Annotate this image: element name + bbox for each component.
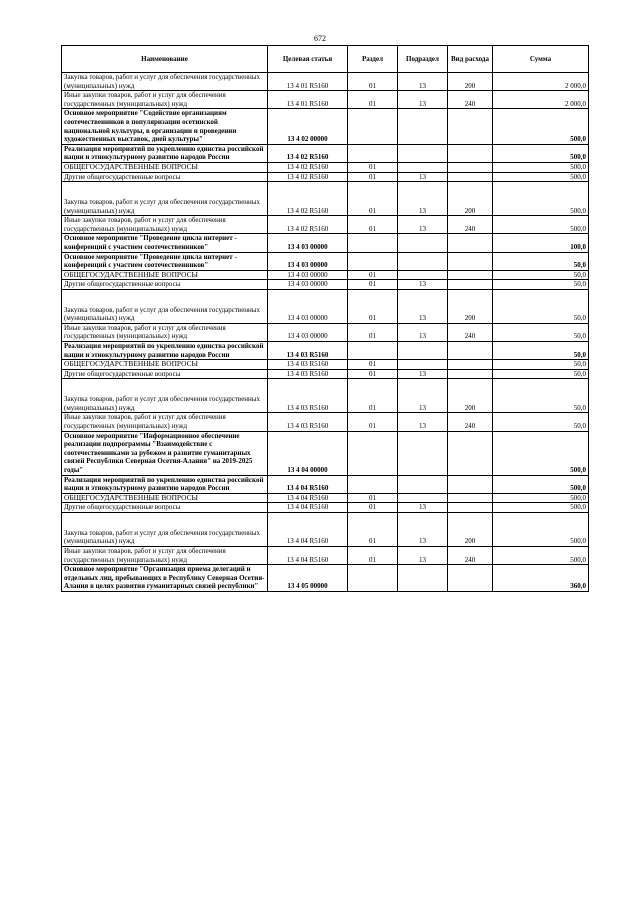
cell-vid: 200 [448,379,493,413]
cell-sum: 50,0 [493,413,589,431]
table-row [62,493,589,503]
cell-code: 13 4 03 R5160 [268,369,348,379]
cell-name: Основное мероприятие "Информационное обеспечение реализации подпрограммы "Взаимодействие с соотечественниками за рубежом и развитие гуманитарных связей Республики Северная Осетия-Алания" на 2019-2025 годы" [62,431,268,475]
cell-razdel: 01 [348,73,398,91]
cell-name: Реализация мероприятий по укреплению единства российской нации и этнокультурному развитию народов России [62,475,268,493]
cell-podrazdel: 13 [398,546,448,564]
table-row [62,431,589,475]
cell-vid: 200 [448,73,493,91]
cell-name: Другие общегосударственные вопросы [62,280,268,290]
table-row [62,182,589,216]
cell-razdel [348,144,398,162]
cell-vid [448,270,493,280]
cell-podrazdel: 13 [398,503,448,513]
cell-vid [448,144,493,162]
cell-vid [448,431,493,475]
cell-razdel: 01 [348,182,398,216]
cell-sum: 50,0 [493,280,589,290]
cell-razdel [348,109,398,144]
cell-vid: 200 [448,289,493,323]
cell-name: Основное мероприятие "Организация приема делегаций и отдельных лиц, пребывающих в Республику Северная Осетия-Алания в целях развития гуманитарных связей республики" [62,565,268,592]
cell-name: Основное мероприятие "Проведение цикла интернет - конференций с участием соотечественников" [62,234,268,252]
cell-sum: 100,0 [493,234,589,252]
cell-code: 13 4 03 R5160 [268,379,348,413]
cell-code: 13 4 04 R5160 [268,493,348,503]
cell-sum: 2 000,0 [493,91,589,109]
header-razdel: Раздел [348,46,398,73]
cell-name: ОБЩЕГОСУДАРСТВЕННЫЕ ВОПРОСЫ [62,360,268,370]
cell-podrazdel: 13 [398,369,448,379]
cell-vid [448,172,493,182]
cell-razdel: 01 [348,270,398,280]
cell-code: 13 4 03 00000 [268,270,348,280]
cell-name: Другие общегосударственные вопросы [62,503,268,513]
table-row [62,565,589,592]
cell-vid [448,234,493,252]
cell-name: Другие общегосударственные вопросы [62,172,268,182]
cell-podrazdel [398,252,448,270]
page-number: 672 [314,34,326,43]
cell-name: Закупка товаров, работ и услуг для обеспечения государственных (муниципальных) нужд [62,182,268,216]
cell-name: Реализация мероприятий по укреплению единства российской нации и этнокультурному развитию народов России [62,342,268,360]
table-row [62,369,589,379]
cell-code: 13 4 02 00000 [268,109,348,144]
cell-razdel: 01 [348,493,398,503]
cell-podrazdel: 13 [398,216,448,234]
cell-razdel: 01 [348,91,398,109]
cell-name: Основное мероприятие "Содействие организациям соотечественников в популяризации осетинской национальной культуры, в организации и проведении художественных выставок, дней культуры" [62,109,268,144]
table-row [62,270,589,280]
cell-vid [448,493,493,503]
table-row [62,252,589,270]
cell-sum: 360,0 [493,565,589,592]
cell-podrazdel [398,475,448,493]
cell-sum: 50,0 [493,323,589,341]
cell-code: 13 4 03 R5160 [268,413,348,431]
table-header-row [62,46,589,73]
cell-name: Закупка товаров, работ и услуг для обеспечения государственных (муниципальных) нужд [62,512,268,546]
cell-code: 13 4 02 R5160 [268,162,348,172]
cell-razdel [348,252,398,270]
table-row [62,216,589,234]
table-row [62,503,589,513]
table-row [62,280,589,290]
cell-code: 13 4 04 R5160 [268,475,348,493]
cell-sum: 500,0 [493,162,589,172]
cell-vid: 240 [448,323,493,341]
cell-razdel: 01 [348,172,398,182]
cell-razdel [348,431,398,475]
table-row [62,289,589,323]
cell-razdel: 01 [348,216,398,234]
cell-podrazdel: 13 [398,73,448,91]
cell-code: 13 4 03 00000 [268,280,348,290]
cell-razdel: 01 [348,379,398,413]
cell-vid [448,280,493,290]
table-row [62,512,589,546]
cell-razdel: 01 [348,360,398,370]
table-row [62,234,589,252]
cell-sum: 500,0 [493,475,589,493]
cell-name: Закупка товаров, работ и услуг для обеспечения государственных (муниципальных) нужд [62,289,268,323]
cell-vid: 200 [448,182,493,216]
cell-razdel: 01 [348,369,398,379]
cell-vid [448,162,493,172]
cell-razdel [348,475,398,493]
cell-code: 13 4 04 R5160 [268,512,348,546]
cell-sum: 50,0 [493,342,589,360]
table-row [62,91,589,109]
cell-razdel: 01 [348,162,398,172]
cell-razdel: 01 [348,503,398,513]
cell-sum: 2 000,0 [493,73,589,91]
cell-code: 13 4 03 00000 [268,234,348,252]
cell-razdel [348,342,398,360]
cell-code: 13 4 03 00000 [268,252,348,270]
cell-podrazdel [398,234,448,252]
cell-name: Иные закупки товаров, работ и услуг для обеспечения государственных (муниципальных) нужд [62,216,268,234]
header-name: Наименование [62,46,268,73]
header-podrazdel: Подраздел [398,46,448,73]
cell-name: Иные закупки товаров, работ и услуг для обеспечения государственных (муниципальных) нужд [62,413,268,431]
cell-code: 13 4 02 R5160 [268,216,348,234]
cell-sum: 50,0 [493,270,589,280]
table-row [62,73,589,91]
cell-sum: 500,0 [493,182,589,216]
cell-razdel: 01 [348,512,398,546]
cell-code: 13 4 03 R5160 [268,360,348,370]
cell-razdel: 01 [348,280,398,290]
cell-sum: 500,0 [493,493,589,503]
table-row [62,413,589,431]
table-row [62,342,589,360]
cell-razdel: 01 [348,546,398,564]
cell-podrazdel: 13 [398,91,448,109]
cell-code: 13 4 03 00000 [268,323,348,341]
cell-podrazdel [398,109,448,144]
cell-code: 13 4 02 R5160 [268,182,348,216]
cell-name: Иные закупки товаров, работ и услуг для обеспечения государственных (муниципальных) нужд [62,546,268,564]
cell-sum: 500,0 [493,216,589,234]
cell-code: 13 4 01 R5160 [268,91,348,109]
cell-sum: 50,0 [493,369,589,379]
cell-razdel: 01 [348,323,398,341]
table-row [62,475,589,493]
cell-code: 13 4 01 R5160 [268,73,348,91]
cell-podrazdel: 13 [398,323,448,341]
cell-vid: 240 [448,216,493,234]
cell-sum: 500,0 [493,431,589,475]
table-row [62,323,589,341]
cell-code: 13 4 02 R5160 [268,172,348,182]
cell-vid [448,565,493,592]
cell-podrazdel [398,144,448,162]
cell-razdel: 01 [348,413,398,431]
cell-name: Закупка товаров, работ и услуг для обеспечения государственных (муниципальных) нужд [62,379,268,413]
cell-razdel [348,565,398,592]
header-vid: Вид расхода [448,46,493,73]
table-row [62,162,589,172]
header-code: Целевая статья [268,46,348,73]
cell-podrazdel [398,342,448,360]
cell-podrazdel [398,360,448,370]
cell-code: 13 4 03 R5160 [268,342,348,360]
cell-podrazdel: 13 [398,379,448,413]
cell-name: Реализация мероприятий по укреплению единства российской нации и этнокультурному развитию народов России [62,144,268,162]
cell-vid [448,342,493,360]
cell-sum: 500,0 [493,109,589,144]
cell-podrazdel [398,493,448,503]
cell-podrazdel [398,565,448,592]
cell-name: Основное мероприятие "Проведение цикла интернет - конференций с участием соотечественников" [62,252,268,270]
cell-vid [448,475,493,493]
cell-vid [448,109,493,144]
cell-podrazdel [398,162,448,172]
cell-name: ОБЩЕГОСУДАРСТВЕННЫЕ ВОПРОСЫ [62,270,268,280]
cell-sum: 500,0 [493,503,589,513]
cell-name: ОБЩЕГОСУДАРСТВЕННЫЕ ВОПРОСЫ [62,493,268,503]
cell-sum: 50,0 [493,252,589,270]
header-sum: Сумма [493,46,589,73]
cell-podrazdel [398,431,448,475]
cell-podrazdel: 13 [398,413,448,431]
table-row [62,546,589,564]
table-row [62,144,589,162]
cell-vid [448,369,493,379]
cell-name: Иные закупки товаров, работ и услуг для обеспечения государственных (муниципальных) нужд [62,323,268,341]
cell-vid: 240 [448,413,493,431]
table-row [62,379,589,413]
budget-table [61,45,589,592]
cell-code: 13 4 03 00000 [268,289,348,323]
cell-code: 13 4 04 00000 [268,431,348,475]
cell-podrazdel: 13 [398,182,448,216]
cell-code: 13 4 05 00000 [268,565,348,592]
cell-sum: 50,0 [493,360,589,370]
cell-code: 13 4 04 R5160 [268,503,348,513]
cell-vid [448,360,493,370]
cell-podrazdel: 13 [398,512,448,546]
cell-sum: 50,0 [493,289,589,323]
cell-podrazdel: 13 [398,172,448,182]
cell-sum: 500,0 [493,512,589,546]
cell-name: Закупка товаров, работ и услуг для обеспечения государственных (муниципальных) нужд [62,73,268,91]
cell-vid [448,503,493,513]
cell-sum: 50,0 [493,379,589,413]
cell-vid [448,252,493,270]
cell-sum: 500,0 [493,546,589,564]
cell-sum: 500,0 [493,144,589,162]
cell-razdel [348,234,398,252]
table-body [62,73,589,592]
cell-name: Иные закупки товаров, работ и услуг для обеспечения государственных (муниципальных) нужд [62,91,268,109]
table-row [62,172,589,182]
cell-code: 13 4 02 R5160 [268,144,348,162]
cell-vid: 200 [448,512,493,546]
cell-razdel: 01 [348,289,398,323]
cell-vid: 240 [448,546,493,564]
cell-podrazdel [398,270,448,280]
cell-name: Другие общегосударственные вопросы [62,369,268,379]
cell-sum: 500,0 [493,172,589,182]
cell-code: 13 4 04 R5160 [268,546,348,564]
table-row [62,109,589,144]
cell-name: ОБЩЕГОСУДАРСТВЕННЫЕ ВОПРОСЫ [62,162,268,172]
table-row [62,360,589,370]
cell-podrazdel: 13 [398,280,448,290]
cell-podrazdel: 13 [398,289,448,323]
cell-vid: 240 [448,91,493,109]
